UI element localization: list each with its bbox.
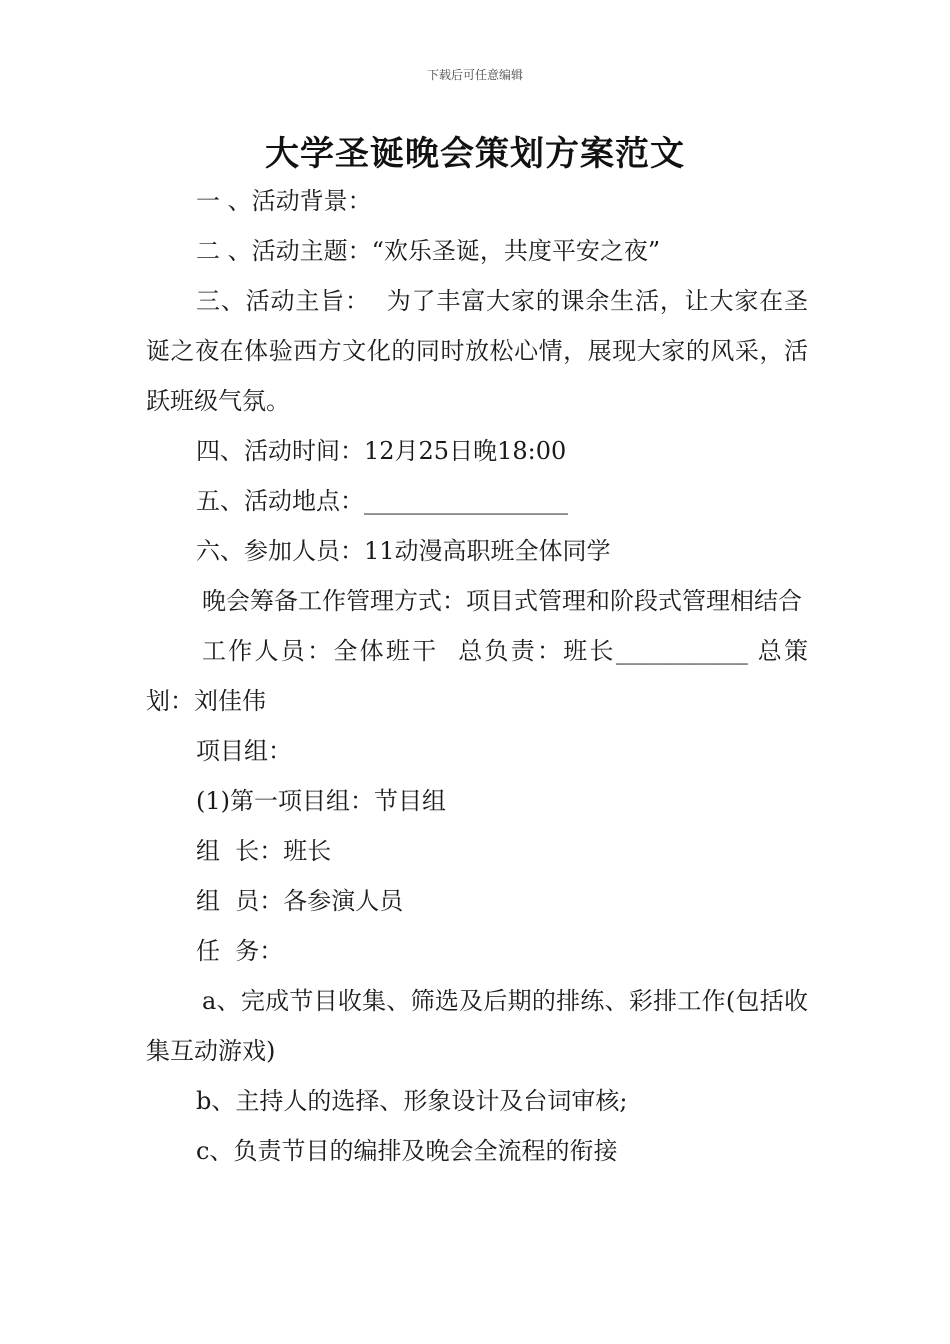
paragraph-background: 一 、活动背景： [196,187,372,215]
paragraph-participants: 六、参加人员：11动漫高职班全体同学 [196,537,611,565]
paragraph-group-1: (1)第一项目组：节目组 [196,787,446,815]
paragraph-theme: 二 、活动主题：“欢乐圣诞，共度平安之夜” [196,237,661,265]
paragraph-time: 四、活动时间：12月25日晚18:00 [196,437,567,465]
document-title: 大学圣诞晚会策划方案范文 [265,134,685,174]
paragraph-management: 晚会筹备工作管理方式：项目式管理和阶段式管理相结合 [202,587,802,615]
paragraph-task-c: c、负责节目的编排及晚会全流程的衔接 [196,1137,618,1165]
paragraph-tasks-heading: 任 务： [196,937,284,965]
paragraph-purpose: 三、活动主旨： 为了丰富大家的课余生活，让大家在圣诞之夜在体验西方文化的同时放松心情，展现大家的风采，活跃班级气氛。 [146,287,808,415]
paragraph-project-groups: 项目组： [196,737,292,765]
paragraph-staff: 工作人员：全体班干 总负责：班长___________ 总策划：刘佳伟 [146,637,808,715]
document-body [146,176,808,1176]
paragraph-group-leader: 组 长：班长 [196,837,332,865]
header-note: 下载后可任意编辑 [426,68,523,82]
paragraph-task-b: b、主持人的选择、形象设计及台词审核; [196,1087,628,1115]
paragraph-group-members: 组 员：各参演人员 [196,887,404,915]
paragraph-location: 五、活动地点：_________________ [196,487,568,515]
paragraph-task-a: a、完成节目收集、筛选及后期的排练、彩排工作(包括收集互动游戏) [146,987,808,1065]
